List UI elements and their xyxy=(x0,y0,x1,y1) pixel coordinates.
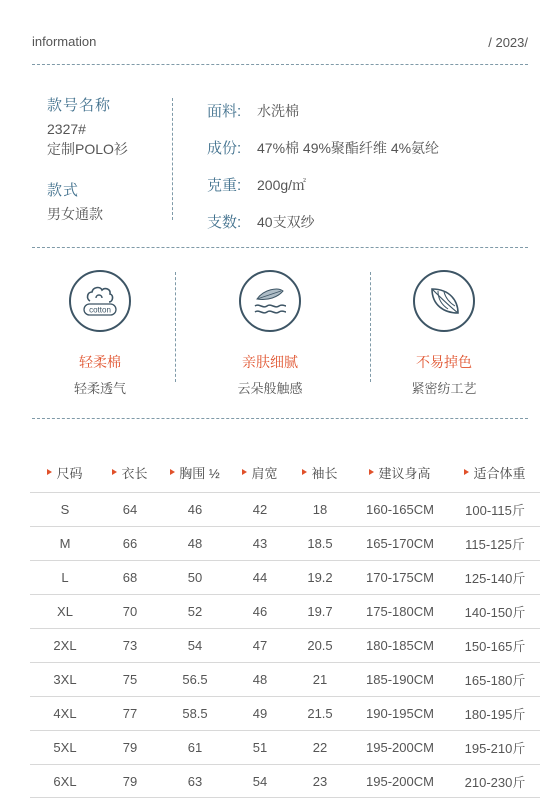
header-cell xyxy=(450,463,540,482)
features-section xyxy=(0,250,560,410)
spec-value: 47%棉 49%聚酯纤维 4%氨纶 xyxy=(257,139,440,156)
info-label: information xyxy=(32,34,97,49)
table-cell: 51 xyxy=(252,740,268,755)
table-cell: 49 xyxy=(252,706,268,721)
table-cell: 79 xyxy=(122,773,138,789)
table-cell: 100-115斤 xyxy=(465,503,525,518)
table-cell: 66 xyxy=(122,536,138,551)
size-table xyxy=(30,452,540,798)
table-cell: 18.5 xyxy=(307,536,333,551)
table-cell: 46 xyxy=(187,502,203,517)
table-cell: 115-125斤 xyxy=(465,537,525,552)
header-text: 胸围 ½ xyxy=(179,465,220,481)
feature-item xyxy=(374,270,514,397)
table-cell: 63 xyxy=(187,773,203,789)
triangle-icon xyxy=(170,469,175,475)
table-cell: 42 xyxy=(252,502,268,517)
feature-title: 不易掉色 xyxy=(416,354,472,370)
table-cell: 79 xyxy=(122,740,138,755)
header-text: 肩宽 xyxy=(251,465,278,481)
table-cell: 47 xyxy=(252,638,268,653)
divider xyxy=(32,64,528,65)
header-cell xyxy=(230,463,290,482)
header xyxy=(0,0,560,70)
table-cell: 61 xyxy=(187,740,203,755)
table-cell: 3XL xyxy=(53,672,77,687)
cotton-icon-text: cotton xyxy=(89,305,111,315)
table-row xyxy=(30,594,540,628)
table-cell: 44 xyxy=(252,570,268,585)
table-cell: 19.7 xyxy=(307,604,333,619)
feature-title: 轻柔棉 xyxy=(79,354,121,370)
table-cell: 19.2 xyxy=(307,570,333,585)
header-cell xyxy=(290,463,350,482)
table-cell: 4XL xyxy=(53,706,77,721)
table-cell: 6XL xyxy=(53,773,77,789)
header-text: 适合体重 xyxy=(473,465,526,481)
feature-item xyxy=(200,270,340,397)
table-cell: 68 xyxy=(122,570,138,585)
table-cell: 175-180CM xyxy=(366,604,434,619)
table-cell: 195-200CM xyxy=(366,740,434,755)
triangle-icon xyxy=(112,469,117,475)
header-text: 衣长 xyxy=(121,465,148,481)
spec-value: 水洗棉 xyxy=(257,102,299,119)
table-cell: 50 xyxy=(187,570,203,585)
table-cell: 195-200CM xyxy=(366,773,434,789)
triangle-icon xyxy=(369,469,374,475)
table-cell: 140-150斤 xyxy=(464,605,526,620)
table-cell: 23 xyxy=(312,773,328,789)
table-cell: 48 xyxy=(187,536,203,551)
spec-key: 成份: xyxy=(207,140,242,157)
table-body xyxy=(30,492,540,798)
style-type-label: 款式 xyxy=(47,182,80,199)
table-cell: 195-210斤 xyxy=(464,741,526,756)
table-cell: 2XL xyxy=(53,638,77,653)
table-cell: 64 xyxy=(122,502,138,517)
vertical-divider xyxy=(370,272,371,382)
year-label: / 2023/ xyxy=(488,35,528,50)
divider xyxy=(32,418,528,419)
spec-key: 面料: xyxy=(207,103,242,120)
spec-value: 200g/㎡ xyxy=(257,176,307,193)
table-row xyxy=(30,628,540,662)
leaf-icon xyxy=(413,270,475,332)
divider xyxy=(32,247,528,248)
feature-desc: 轻柔透气 xyxy=(73,381,126,396)
spec-key: 克重: xyxy=(207,177,242,194)
header-cell xyxy=(30,463,100,482)
spec-row xyxy=(207,203,439,240)
table-row xyxy=(30,526,540,560)
table-row xyxy=(30,764,540,798)
table-cell: 73 xyxy=(122,638,138,653)
style-name-label: 款号名称 xyxy=(47,97,112,114)
feature-title: 亲肤细腻 xyxy=(242,354,298,370)
table-cell: 70 xyxy=(122,604,138,619)
table-row xyxy=(30,730,540,764)
feature-desc: 云朵般触感 xyxy=(237,381,303,396)
table-cell: 56.5 xyxy=(182,672,208,687)
triangle-icon xyxy=(47,469,52,475)
triangle-icon xyxy=(302,469,307,475)
table-cell: 180-185CM xyxy=(366,638,434,653)
style-name: 定制POLO衫 xyxy=(47,141,128,157)
triangle-icon xyxy=(242,469,247,475)
table-cell: 190-195CM xyxy=(366,706,434,721)
table-cell: 22 xyxy=(312,740,328,755)
header-cell xyxy=(100,463,160,482)
table-cell: 160-165CM xyxy=(366,502,434,517)
spec-value: 40支双纱 xyxy=(257,213,315,230)
spec-right xyxy=(207,92,439,240)
table-row xyxy=(30,560,540,594)
feature-item xyxy=(30,270,170,397)
table-cell: 165-180斤 xyxy=(464,673,526,688)
spec-row xyxy=(207,129,439,166)
table-cell: 58.5 xyxy=(182,706,208,721)
table-cell: 54 xyxy=(252,773,268,789)
vertical-divider xyxy=(175,272,176,382)
table-cell: 77 xyxy=(122,706,138,721)
spec-left xyxy=(47,94,177,224)
header-text: 尺码 xyxy=(56,465,83,481)
table-header xyxy=(30,452,540,492)
spec-row xyxy=(207,92,439,129)
feature-desc: 紧密纺工艺 xyxy=(411,381,477,396)
spec-section xyxy=(0,70,560,240)
table-cell: 180-195斤 xyxy=(464,707,526,722)
table-cell: 165-170CM xyxy=(366,536,434,551)
table-cell: 52 xyxy=(187,604,203,619)
cotton-icon xyxy=(69,270,131,332)
table-cell: 75 xyxy=(122,672,138,687)
table-row xyxy=(30,696,540,730)
triangle-icon xyxy=(464,469,469,475)
header-cell xyxy=(350,463,450,482)
table-cell: 20.5 xyxy=(307,638,333,653)
vertical-divider xyxy=(172,98,173,220)
table-cell: 185-190CM xyxy=(366,672,434,687)
table-row xyxy=(30,662,540,696)
spec-row xyxy=(207,166,439,203)
spec-key: 支数: xyxy=(207,214,242,231)
table-cell: 125-140斤 xyxy=(464,571,526,586)
table-row xyxy=(30,492,540,526)
style-type: 男女通款 xyxy=(47,206,103,222)
header-cell xyxy=(160,463,230,482)
table-cell: M xyxy=(59,536,71,551)
table-cell: 48 xyxy=(252,672,268,687)
table-cell: 18 xyxy=(312,502,328,517)
table-cell: 150-165斤 xyxy=(464,639,526,654)
header-text: 袖长 xyxy=(311,465,338,481)
table-cell: 210-230斤 xyxy=(464,774,526,790)
feather-wave-icon xyxy=(239,270,301,332)
table-cell: XL xyxy=(57,604,73,619)
table-cell: 21 xyxy=(312,672,328,687)
style-number: 2327# xyxy=(47,121,86,137)
header-text: 建议身高 xyxy=(378,465,431,481)
table-cell: 21.5 xyxy=(307,706,333,721)
table-cell: L xyxy=(61,570,69,585)
table-cell: 5XL xyxy=(53,740,77,755)
table-cell: 170-175CM xyxy=(366,570,434,585)
table-cell: 46 xyxy=(252,604,268,619)
table-cell: 54 xyxy=(187,638,203,653)
table-cell: 43 xyxy=(252,536,268,551)
table-cell: S xyxy=(60,502,70,517)
